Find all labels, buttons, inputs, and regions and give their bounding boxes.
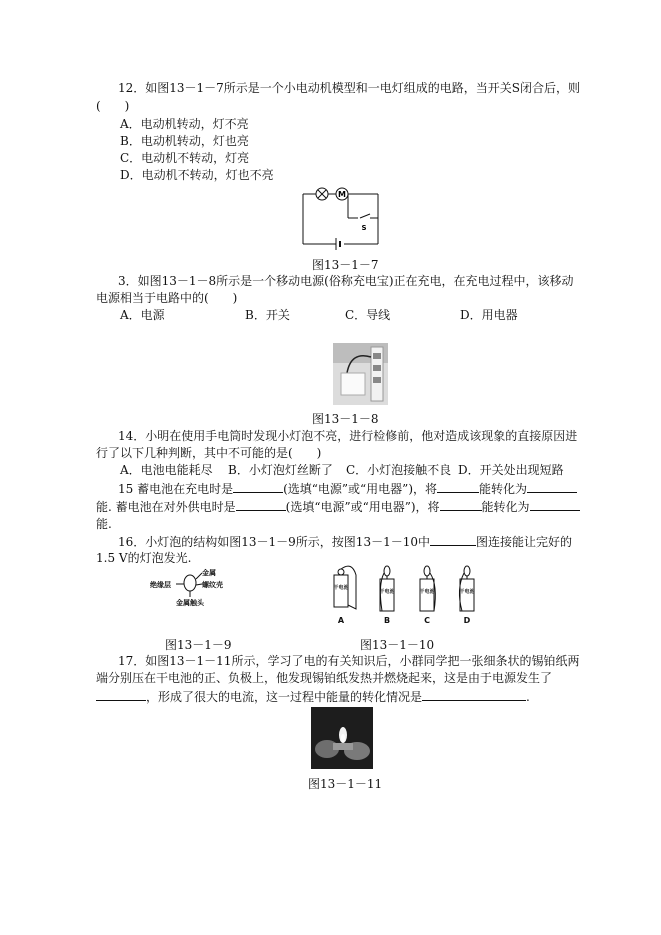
q15-blank-2[interactable] xyxy=(437,480,479,493)
q15-text-b2: (选填“电源”或“用电器”)，将 xyxy=(285,500,440,514)
foil-burning-photo xyxy=(311,707,373,769)
q15-text-a2: (选填“电源”或“用电器”)，将 xyxy=(283,482,437,496)
variant-b-label: B xyxy=(383,616,391,625)
q15-line1 xyxy=(118,480,577,497)
variant-d xyxy=(459,566,474,625)
q12-option-a: A．电动机转动，灯不亮 xyxy=(120,117,249,131)
battery-label-c: 干电池 xyxy=(419,589,435,595)
variant-d-label: D xyxy=(463,616,471,625)
caption-13-1-8: 图13－1－8 xyxy=(312,412,379,426)
variant-b xyxy=(380,566,394,625)
q12-stem-line2: ( ) xyxy=(96,99,130,113)
q15-blank-1[interactable] xyxy=(233,480,283,493)
battery-connection-diagrams xyxy=(330,565,480,627)
power-bank-photo xyxy=(333,343,388,405)
q17-blank-1[interactable] xyxy=(96,688,146,701)
battery-label-d: 干电池 xyxy=(459,589,475,595)
switch-label: S xyxy=(361,224,367,232)
q16-stem-line2: 1.5 V的灯泡发光. xyxy=(96,551,192,565)
q12-option-d: D．电动机不转动，灯也不亮 xyxy=(120,168,274,182)
q15-blank-3[interactable] xyxy=(527,480,577,493)
battery-label-a: 干电池 xyxy=(333,585,349,591)
motor-icon xyxy=(336,188,348,200)
q16-line1 xyxy=(118,533,572,550)
q13-option-a: A．电源 xyxy=(120,308,165,322)
q16-blank[interactable] xyxy=(430,533,476,546)
caption-13-1-9: 图13－1－9 xyxy=(165,638,232,652)
q14-option-d: D．开关处出现短路 xyxy=(458,463,564,477)
q14-option-b: B．小灯泡灯丝断了 xyxy=(228,463,333,477)
q13-stem-line1: 3．如图13－1－8所示是一个移动电源(俗称充电宝)正在充电，在充电过程中，该移动 xyxy=(118,274,574,288)
q17-stem-3b: ，形成了很大的电流，这一过程中能量的转化情况是 xyxy=(146,690,423,704)
q14-stem-line1: 14．小明在使用手电筒时发现小灯泡不亮，进行检修前，他对造成该现象的直接原因进 xyxy=(118,429,578,443)
q15-text-a1: 15 蓄电池在充电时是 xyxy=(118,482,234,496)
q12-option-c: C．电动机不转动，灯亮 xyxy=(120,151,250,165)
label-metal-tip: 金属触头 xyxy=(176,599,204,607)
q15-text-c1: 能. xyxy=(96,517,112,531)
q14-stem-line2: 行了以下几种判断，其中不可能的是( ) xyxy=(96,446,322,460)
bulb-structure-diagram xyxy=(150,565,240,613)
variant-a xyxy=(334,566,356,625)
q15-line2 xyxy=(96,498,580,515)
bulb-icon xyxy=(176,573,202,597)
q16-stem-b: 图连接能让完好的 xyxy=(475,535,572,549)
variant-c xyxy=(420,566,435,625)
q15-text-b3: 能转化为 xyxy=(481,500,530,514)
q17-stem-line2: 端分别压在干电池的正、负极上，他发现锡铂纸发热并燃烧起来，这是由于电源发生了 xyxy=(96,671,553,685)
q17-line3 xyxy=(96,688,530,705)
q12-stem-line1: 12．如图13－1－7所示是一个小电动机模型和一电灯组成的电路，当开关S闭合后，则 xyxy=(118,81,581,95)
q14-option-c: C．小灯泡接触不良 xyxy=(346,463,452,477)
motor-label: M xyxy=(338,190,346,199)
label-metal-top: 金属 xyxy=(202,569,216,577)
circuit-diagram-13-1-7 xyxy=(298,182,388,252)
q15-text-b1: 能. 蓄电池在对外供电时是 xyxy=(96,500,236,514)
q16-stem-a: 16．小灯泡的结构如图13－1－9所示，按图13－1－10中 xyxy=(118,535,430,549)
q13-stem-line2: 电源相当于电路中的( ) xyxy=(96,291,238,305)
q15-blank-5[interactable] xyxy=(440,498,482,511)
q15-blank-4[interactable] xyxy=(236,498,286,511)
battery-label-b: 干电池 xyxy=(379,589,395,595)
q15-text-a3: 能转化为 xyxy=(479,482,528,496)
q17-blank-2[interactable] xyxy=(422,688,526,701)
caption-13-1-10: 图13－1－10 xyxy=(360,638,435,652)
q13-option-d: D．用电器 xyxy=(460,308,518,322)
variant-c-label: C xyxy=(424,616,430,625)
label-insulator: 绝缘层 xyxy=(150,581,171,589)
variant-a-label: A xyxy=(337,616,345,625)
q17-stem-3c: . xyxy=(526,690,530,704)
caption-13-1-7: 图13－1－7 xyxy=(312,258,379,272)
q15-blank-6[interactable] xyxy=(530,498,580,511)
caption-13-1-11: 图13－1－11 xyxy=(308,777,383,791)
q12-option-b: B．电动机转动，灯也亮 xyxy=(120,134,249,148)
q13-option-c: C．导线 xyxy=(345,308,391,322)
label-metal-housing: 螺纹壳 xyxy=(202,581,223,589)
q17-stem-line1: 17．如图13－1－11所示，学习了电的有关知识后，小群同学把一张细条状的锡铂纸两 xyxy=(118,654,580,668)
q14-option-a: A．电池电能耗尽 xyxy=(120,463,213,477)
q13-option-b: B．开关 xyxy=(245,308,290,322)
lamp-icon xyxy=(316,188,328,200)
